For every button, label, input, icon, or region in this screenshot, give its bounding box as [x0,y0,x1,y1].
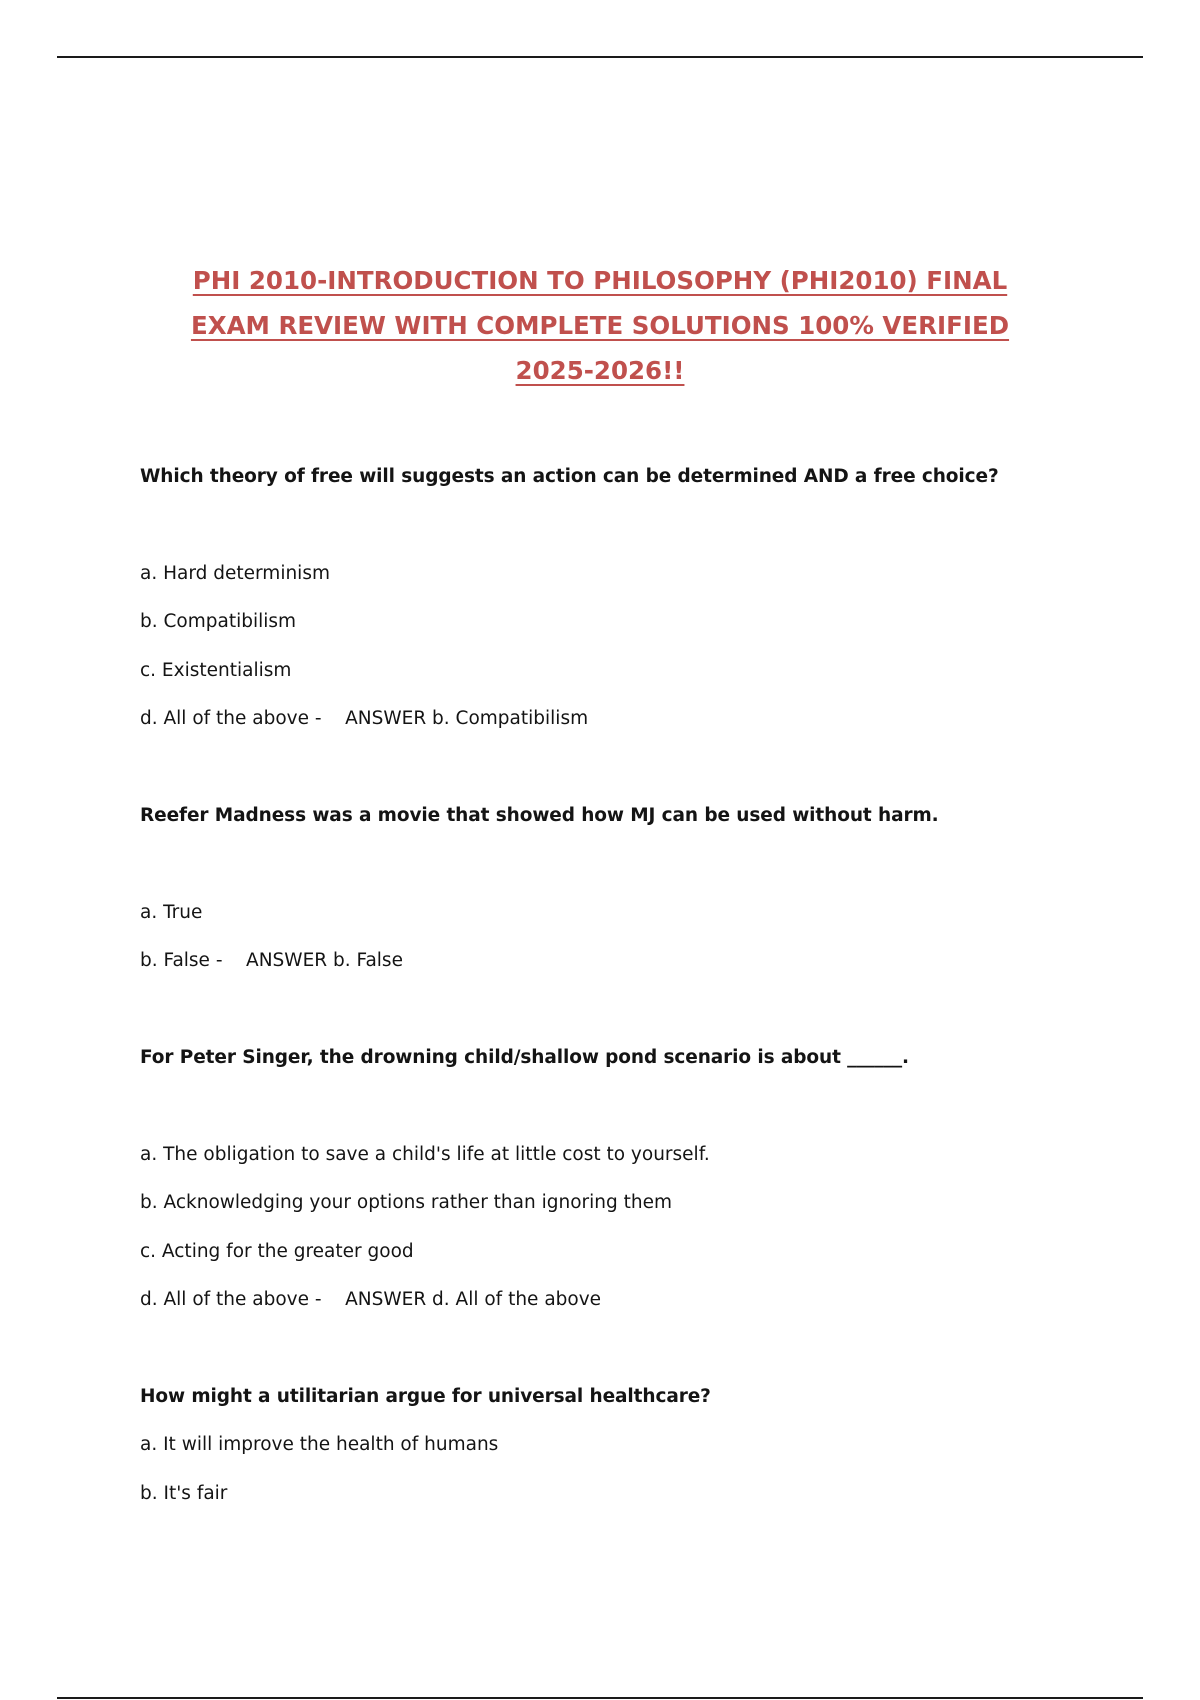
question-3-option-c: c. Acting for the greater good [140,1241,414,1262]
title-line-1: PHI 2010-INTRODUCTION TO PHILOSOPHY (PHI2010) FINAL [192,266,1008,295]
document-title [130,258,1070,393]
title-line-3: 2025-2026!! [515,356,685,385]
question-2-option-a: a. True [140,902,203,923]
question-1-option-c: c. Existentialism [140,660,292,681]
top-rule [57,56,1143,58]
question-3-option-a: a. The obligation to save a child's life at little cost to yourself. [140,1144,710,1165]
question-1-option-d [140,707,588,731]
title-line-2: EXAM REVIEW WITH COMPLETE SOLUTIONS 100% VERIFIED [190,311,1010,340]
question-4-option-a: a. It will improve the health of humans [140,1434,499,1455]
bottom-rule [57,1697,1143,1699]
question-2-text: Reefer Madness was a movie that showed how MJ can be used without harm. [140,805,939,826]
question-2-option-b [140,949,403,973]
question-4-option-b: b. It's fair [140,1483,228,1504]
question-1-option-a: a. Hard determinism [140,563,330,584]
question-1-text: Which theory of free will suggests an action can be determined AND a free choice? [140,466,999,487]
question-2-answer: ANSWER b. False [246,950,403,971]
question-3-answer: ANSWER d. All of the above [345,1289,602,1310]
question-1-option-d-text: d. All of the above - [140,708,322,729]
question-1-option-b: b. Compatibilism [140,611,297,632]
question-3-text: For Peter Singer, the drowning child/shallow pond scenario is about ______. [140,1047,909,1068]
question-3-option-d [140,1288,601,1312]
question-2-option-b-text: b. False - [140,950,223,971]
question-3-option-d-text: d. All of the above - [140,1289,322,1310]
question-3-option-b: b. Acknowledging your options rather than ignoring them [140,1192,673,1213]
question-4-text: How might a utilitarian argue for universal healthcare? [140,1386,711,1407]
question-1-answer: ANSWER b. Compatibilism [345,708,589,729]
